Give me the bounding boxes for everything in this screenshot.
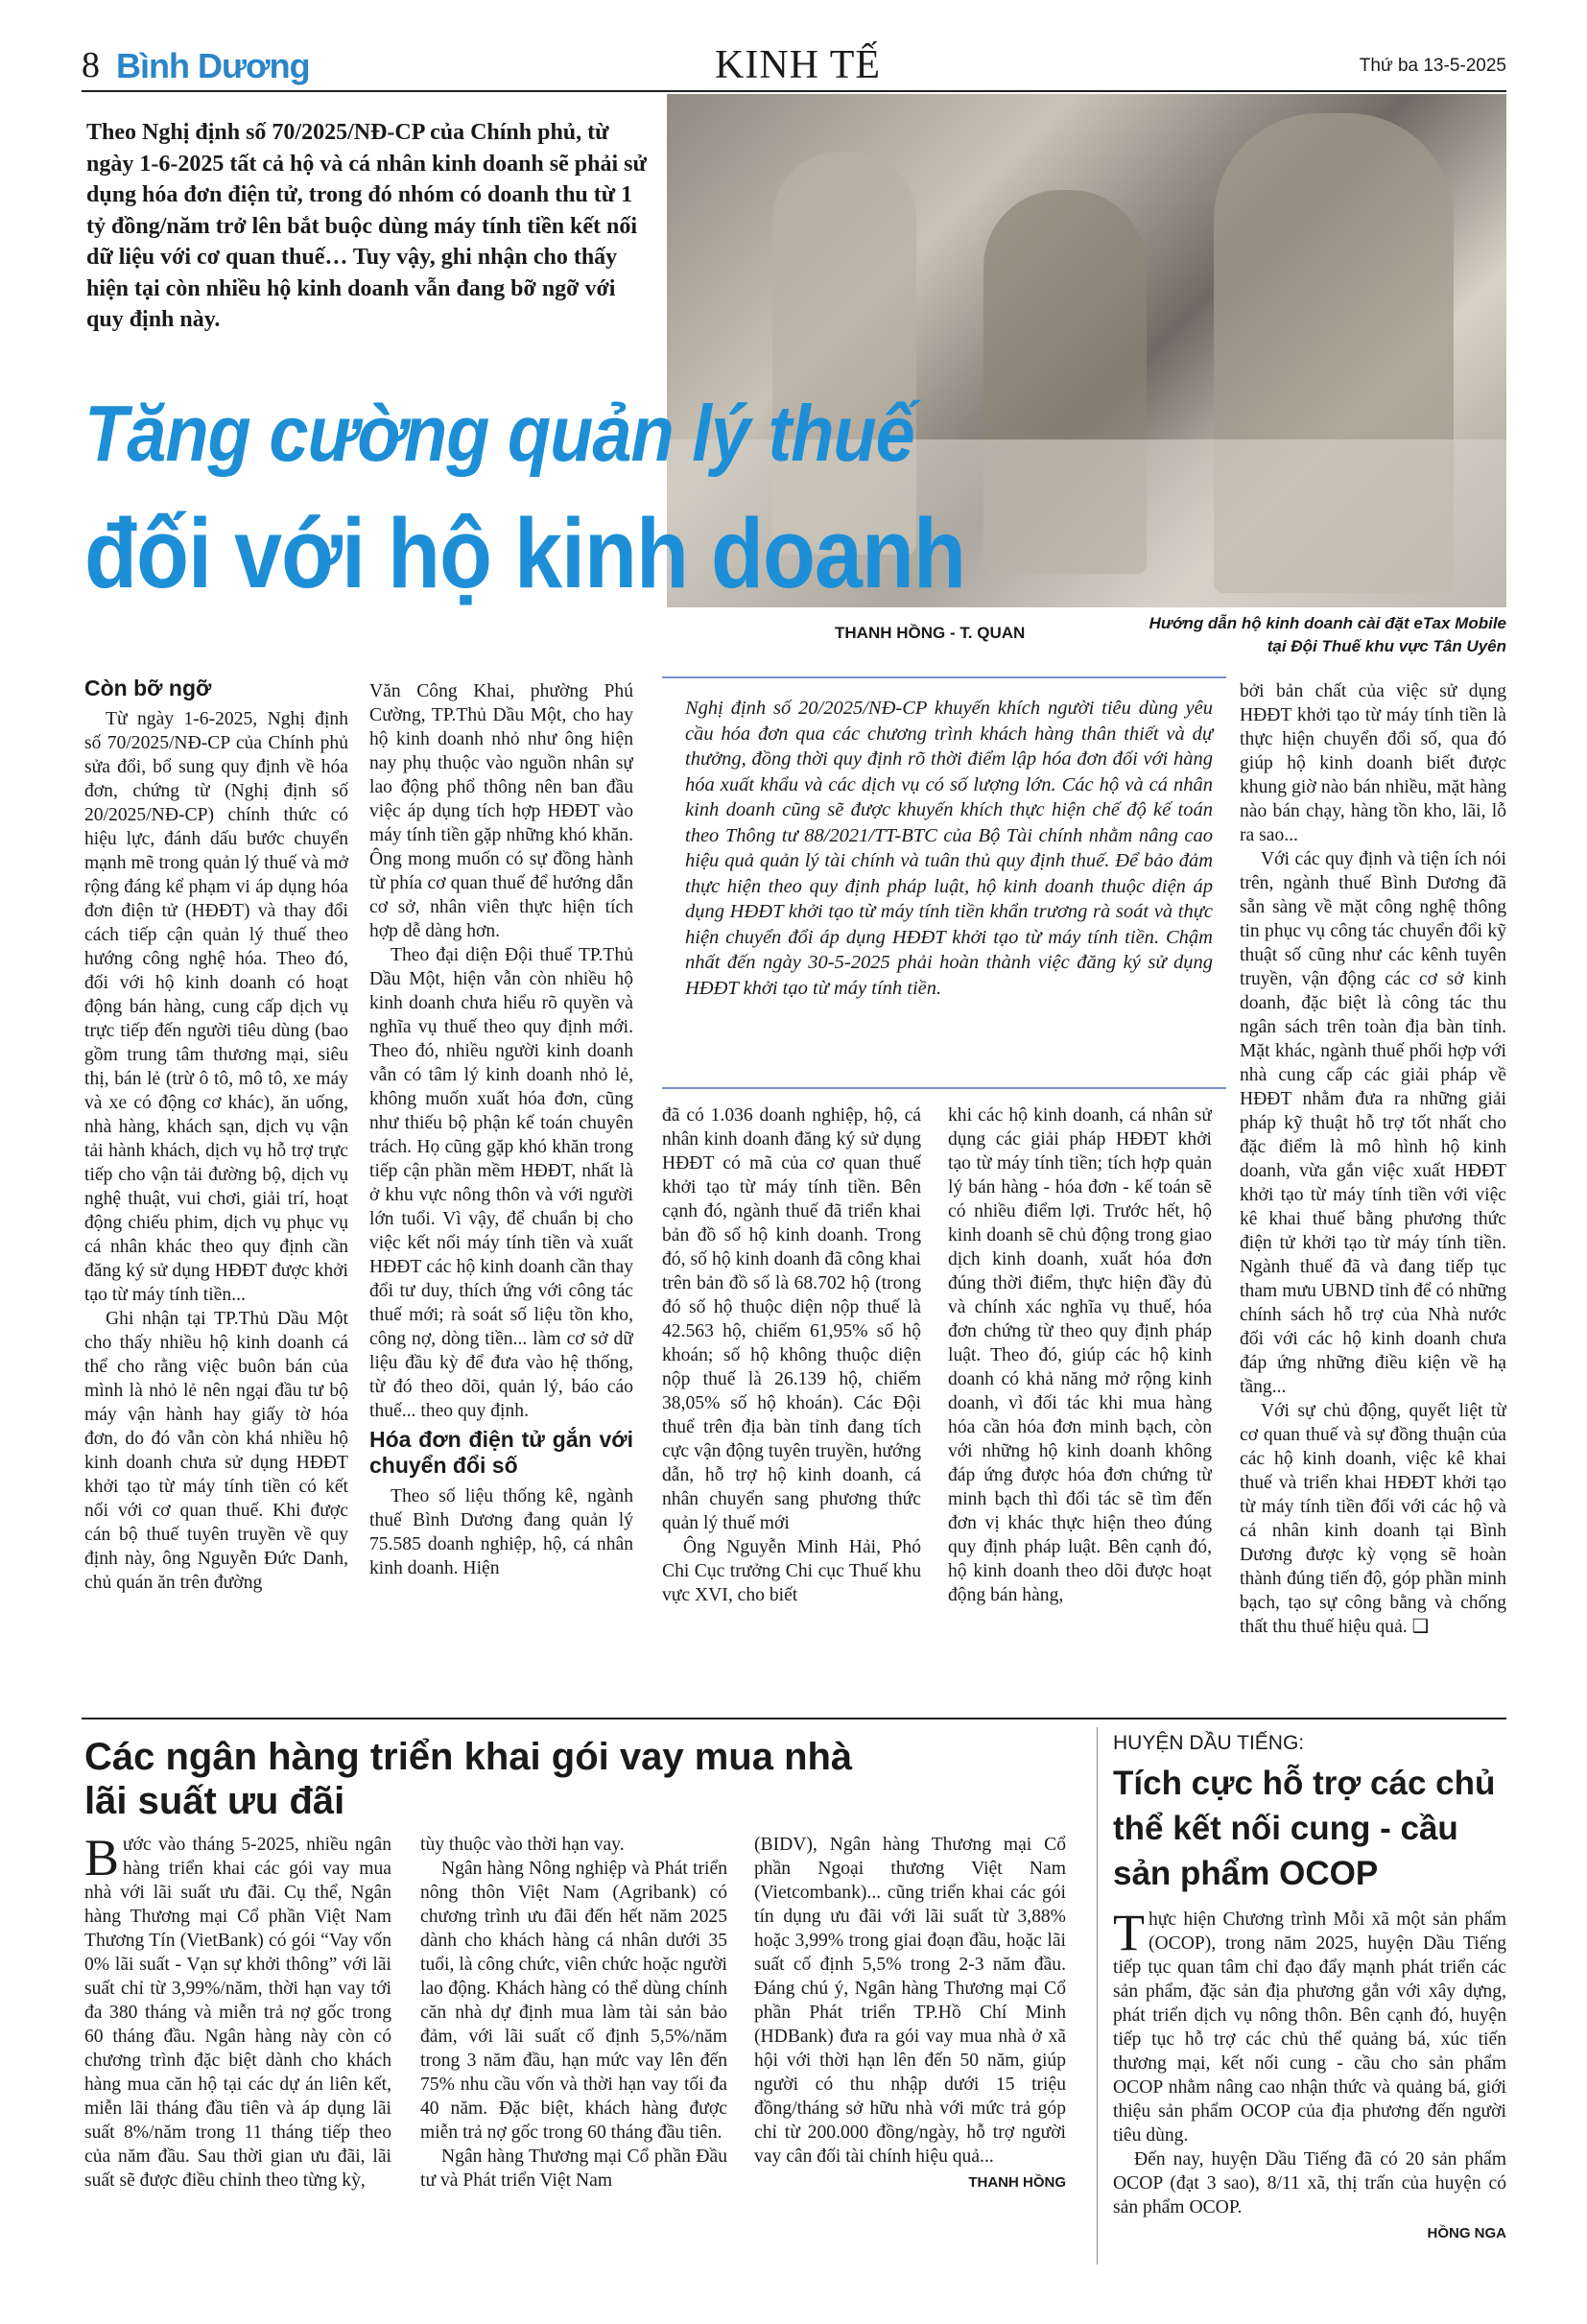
bank-dropcap: B <box>84 1833 120 1886</box>
issue-date: Thứ ba 13-5-2025 <box>1359 56 1506 76</box>
header-rule <box>82 90 1506 92</box>
lead-col1-paragraph: Từ ngày 1-6-2025, Nghị định số 70/2025/NĐ-CP của Chính phủ sửa đổi, bổ sung quy định về hóa đơn, chứng từ (Nghị định số 20/2025/NĐ-CP) chính thức có hiệu lực, đánh dấu bước chuyển mạnh mẽ trong quản lý thuế và mở rộng đáng kể phạm vi áp dụng hóa đơn điện tử (HĐĐT) và thay đổi cách tiếp cận quản lý thuế theo hướng công nghệ hóa. Theo đó, đối với hộ kinh doanh có hoạt động bán hàng, cung cấp dịch vụ trực tiếp đến người tiêu dùng (bao gồm trung tâm thương mại, siêu thị, bán lẻ (trừ ô tô, mô tô, xe máy và xe có động cơ khác), ăn uống, nhà hàng, khách sạn, dịch vụ vận tải hành khách, dịch vụ hỗ trợ trực tiếp cho vận tải đường bộ, dịch vụ nghệ thuật, vui chơi, giải trí, hoạt động chiếu phim, dịch vụ phục vụ cá nhân khác theo quy định cần đăng ký sử dụng HĐĐT được khởi tạo từ máy tính tiền... <box>84 709 348 1305</box>
lead-column-2 <box>369 679 633 1703</box>
lead-sapo: Theo Nghị định số 70/2025/NĐ-CP của Chính phủ, từ ngày 1-6-2025 tất cả hộ và cá nhân kinh doanh sẽ phải sử dụng hóa đơn điện tử, trong đó nhóm có doanh thu từ 1 tỷ đồng/năm trở lên bắt buộc dùng máy tính tiền kết nối dữ liệu với cơ quan thuế… Tuy vậy, ghi nhận cho thấy hiện tại còn nhiều hộ kinh doanh vẫn đang bỡ ngỡ với quy định này. <box>86 120 647 332</box>
ocop-headline: Tích cực hỗ trợ các chủ thể kết nối cung - cầu sản phẩm OCOP <box>1113 1765 1496 1892</box>
lead-headline-line1: Tăng cường quản lý thuế <box>84 389 914 478</box>
bank-column-3 <box>754 1833 1066 2255</box>
bank-column-2 <box>420 1833 727 2255</box>
bank-headline-line1: Các ngân hàng triển khai gói vay mua nhà <box>84 1736 853 1778</box>
lead-col5-paragraph: Với sự chủ động, quyết liệt từ cơ quan thuế và sự đồng thuận của các hộ kinh doanh, việc kê khai thuế và triển khai HĐĐT khởi tạo từ máy tính tiền đối với các hộ và cá nhân kinh doanh tại Bình Dương được kỳ vọng sẽ hoàn thành đúng tiến độ, góp phần minh bạch, tạo sự công bằng và chống thất thu thuế hiệu quả. ❑ <box>1240 1401 1506 1637</box>
ocop-paragraph <box>1113 1908 1506 2147</box>
lead-column-1 <box>84 672 348 1703</box>
lead-col2-paragraph: Theo số liệu thống kê, ngành thuế Bình Dương đang quản lý 75.585 doanh nghiệp, hộ, cá nhân kinh doanh. Hiện <box>369 1486 633 1578</box>
lead-column-3 <box>662 1103 921 1703</box>
lead-col4-paragraph: khi các hộ kinh doanh, cá nhân sử dụng các giải pháp HĐĐT khởi tạo từ máy tính tiền; tích hợp quản lý bán hàng - hóa đơn - kế toán sẽ có nhiều điểm lợi. Trước hết, hộ kinh doanh sẽ chủ động trong giao dịch kinh doanh, xuất hóa đơn đúng thời điểm, thực hiện đầy đủ và chính xác nghĩa vụ thuế, hóa đơn chứng từ theo quy định pháp luật. Theo đó, giúp các hộ kinh doanh có khả năng mở rộng kinh doanh, vì đối tác khi mua hàng hóa cần hóa đơn minh bạch, còn với những hộ kinh doanh không đáp ứng được hóa đơn chứng từ minh bạch thì đối tác sẽ tìm đến đơn vị khác thực hiện theo đúng quy định pháp luật. Bên cạnh đó, hộ kinh doanh theo dõi được hoạt động bán hàng, <box>948 1105 1212 1605</box>
ocop-dropcap: T <box>1113 1908 1145 1961</box>
lead-col5-paragraph: bởi bản chất của việc sử dụng HĐĐT khởi tạo từ máy tính tiền là thực hiện chuyển đổi số, qua đó giúp hộ kinh doanh biết được khung giờ nào bán nhiều, mặt hàng nào bán chạy, hàng tồn kho, lãi, lỗ ra sao... <box>1240 681 1506 845</box>
subhead-con-bo-ngo: Còn bỡ ngỡ <box>84 676 212 700</box>
column-rule <box>1097 1727 1098 2265</box>
lead-col3-paragraph: đã có 1.036 doanh nghiệp, hộ, cá nhân kinh doanh đăng ký sử dụng HĐĐT có mã của cơ quan thuế khởi tạo từ máy tính tiền. Bên cạnh đó, ngành thuế đã triển khai bản đồ số hộ kinh doanh. Trong đó, số hộ kinh doanh đã công khai trên bản đồ số là 68.702 hộ (trong đó số hộ thuộc diện nộp thuế là 42.563 hộ, chiếm 61,95% số hộ khoán; số hộ không thuộc diện nộp thuế là 26.139 hộ, chiếm 38,05% số hộ khoán). Các Đội thuế trên địa bàn tỉnh đang tích cực vận động tuyên truyền, hướng dẫn, hỗ trợ hộ kinh doanh, cá nhân chuyển sang phương thức quản lý thuế mới <box>662 1105 921 1533</box>
lead-col3-paragraph: Ông Nguyễn Minh Hải, Phó Chi Cục trưởng Chi cục Thuế khu vực XVI, cho biết <box>662 1537 921 1605</box>
info-box-text: Nghị định số 20/2025/NĐ-CP khuyến khích người tiêu dùng yêu cầu hóa đơn qua các chương trình khách hàng thân thiết và dự thưởng, đồng thời quy định rõ thời điểm lập hóa đơn đối với hàng hóa xuất khẩu và các dịch vụ có số lượng lớn. Các hộ và cá nhân kinh doanh cũng sẽ được khuyến khích thực hiện chế độ kế toán theo Thông tư 88/2021/TT-BTC của Bộ Tài chính nhằm nâng cao hiệu quả quản lý tài chính và tuân thủ quy định thuế. Để bảo đảm thực hiện theo quy định pháp luật, hộ kinh doanh thuộc diện áp dụng HĐĐT khởi tạo từ máy tính tiền khẩn trương rà soát và thực hiện chuyển đổi áp dụng HĐĐT khởi tạo từ máy tính tiền. Chậm nhất đến ngày 30-5-2025 phải hoàn thành việc đăng ký sử dụng HĐĐT khởi tạo từ máy tính tiền. <box>685 698 1213 999</box>
bank-col2-paragraph: Ngân hàng Thương mại Cổ phần Đầu tư và Phát triển Việt Nam <box>420 2146 727 2191</box>
photo-caption-line1: Hướng dẫn hộ kinh doanh cài đặt eTax Mobile <box>1149 614 1506 632</box>
lead-col2-paragraph: Theo đại diện Đội thuế TP.Thủ Dầu Một, hiện vẫn còn nhiều hộ kinh doanh chưa hiểu rõ quyền và nghĩa vụ thuế theo quy định mới. Theo đó, nhiều người kinh doanh vẫn có tâm lý kinh doanh nhỏ lẻ, không muốn xuất hóa đơn, cũng như thiếu bộ phận kế toán chuyên trách. Họ cũng gặp khó khăn trong tiếp cận phần mềm HĐĐT, nhất là ở khu vực nông thôn và với người lớn tuổi. Vì vậy, để chuẩn bị cho việc kết nối máy tính tiền và xuất HĐĐT các hộ kinh doanh cần thay đổi tư duy, thích ứng với công tác thuế mới; rà soát số liệu tồn kho, công nợ, dòng tiền... làm cơ sở dữ liệu đầu kỳ để đưa vào hệ thống, từ đó theo dõi, quản lý, báo cáo thuế... theo quy định. <box>369 945 633 1421</box>
lead-col1-paragraph: Ghi nhận tại TP.Thủ Dầu Một cho thấy nhiều hộ kinh doanh cá thể cho rằng việc buôn bán của mình là nhỏ lẻ nên ngại đầu tư bộ máy vận hành hay giấy tờ hóa đơn, do đó vẫn còn khá nhiều hộ kinh doanh chưa sử dụng HĐĐT khởi tạo từ máy tính tiền có kết nối với cơ quan thuế. Khi được cán bộ thuế tuyên truyền về quy định này, ông Nguyễn Đức Danh, chủ quán ăn trên đường <box>84 1309 348 1593</box>
bank-headline <box>84 1735 1082 1823</box>
bank-column-1 <box>84 1833 391 2255</box>
lead-author: THANH HỒNG - T. QUAN <box>835 624 1026 642</box>
ocop-kicker: HUYỆN DẦU TIẾNG: <box>1113 1732 1305 1754</box>
ocop-p1-text: hực hiện Chương trình Mỗi xã một sản phẩm (OCOP), trong năm 2025, huyện Dầu Tiếng tiếp tục quan tâm chỉ đạo đẩy mạnh phát triển các sản phẩm, đặc sản địa phương gắn với xây dựng, phát triển dịch vụ nông thôn. Bên cạnh đó, huyện tiếp tục hỗ trợ các chủ thể quảng bá, xúc tiến thương mại, kết nối cung - cầu cho sản phẩm OCOP nhằm nâng cao nhận thức và quảng bá, giới thiệu sản phẩm OCOP của địa phương đến người tiêu dùng. <box>1113 1909 1506 2146</box>
section-title: KINH TẾ <box>715 43 882 87</box>
ocop-body <box>1113 1908 1506 2263</box>
bank-headline-line2: lãi suất ưu đãi <box>84 1780 345 1822</box>
bank-col3-paragraph: (BIDV), Ngân hàng Thương mại Cổ phần Ngoại thương Việt Nam (Vietcombank)... cũng triển khai các gói tín dụng ưu đãi với lãi suất từ 3,88% hoặc 3,99% trong giai đoạn đầu, hoặc lãi suất cố định 5,5% trong 2-3 năm đầu. Đáng chú ý, Ngân hàng Thương mại Cổ phần Phát triển TP.Hồ Chí Minh (HDBank) đưa ra gói vay mua nhà ở xã hội với thời hạn lên đến 50 năm, giúp người có thu nhập dưới 15 triệu đồng/tháng sở hữu nhà với mức trả góp chỉ từ 200.000 đồng/ngày, hỗ trợ người vay cân đối tài chính hiệu quả... <box>754 1835 1066 2167</box>
lead-column-5 <box>1240 679 1506 1703</box>
info-box <box>662 676 1226 1089</box>
lead-column-4 <box>948 1103 1212 1703</box>
photo-caption-line2: tại Đội Thuế khu vực Tân Uyên <box>1267 637 1506 655</box>
page-number: 8 <box>82 45 100 85</box>
section-rule <box>82 1718 1506 1719</box>
subhead-hoa-don-dien-tu: Hóa đơn điện tử gắn với chuyển đổi số <box>369 1427 633 1478</box>
lead-col2-paragraph: Văn Công Khai, phường Phú Cường, TP.Thủ Dầu Một, cho hay hộ kinh doanh nhỏ như ông hiện nay phụ thuộc vào nguồn nhân sự lao động phổ thông nên ban đầu việc áp dụng tích hợp HĐĐT vào máy tính tiền gặp những khó khăn. Ông mong muốn có sự đồng hành từ phía cơ quan thuế để hướng dẫn cơ sở, nhân viên thực hiện tích hợp dễ dàng hơn. <box>369 681 633 941</box>
lead-headline-line2: đối với hộ kinh doanh <box>84 499 965 609</box>
lead-col5-paragraph: Với các quy định và tiện ích nói trên, ngành thuế Bình Dương đã sẵn sàng về mặt công nghệ thông tin phục vụ công tác chuyển đổi kỹ thuật số cũng như các kênh tuyên truyền, vận động các cơ sở kinh doanh, đặc biệt là công tác thu ngân sách trên toàn địa bàn tỉnh. Mặt khác, ngành thuế phối hợp với nhà cung cấp các giải pháp về HĐĐT nhằm đưa ra những giải pháp kỹ thuật hỗ trợ tốt nhất cho đặc điểm là mô hình hộ kinh doanh, vừa gắn việc xuất HĐĐT khởi tạo từ máy tính tiền với việc kê khai thuế bằng phương thức điện tử khởi tạo từ máy tính tiền. Ngành thuế đã và đang tiếp tục tham mưu UBND tỉnh để có những chính sách hỗ trợ của Nhà nước đối với các hộ kinh doanh chưa đáp ứng những điều kiện về hạ tầng... <box>1240 849 1506 1397</box>
ocop-paragraph: Đến nay, huyện Dầu Tiếng đã có 20 sản phẩm OCOP (đạt 3 sao), 8/11 xã, thị trấn của huyện có sản phẩm OCOP. <box>1113 2149 1506 2217</box>
photo-caption <box>1149 612 1506 658</box>
bank-col1-text: ước vào tháng 5-2025, nhiều ngân hàng triển khai các gói vay mua nhà với lãi suất ưu đãi. Cụ thể, Ngân hàng Thương mại Cổ phần Việt Nam Thương Tín (VietBank) có gói “Vay vốn 0% lãi suất - Vạn sự khởi thông” với lãi suất chỉ từ 3,99%/năm, thời hạn vay tới đa 380 tháng và miễn trả nợ gốc trong 60 tháng đầu. Ngân hàng này còn có chương trình đặc biệt dành cho khách hàng mua căn hộ tại các dự án liên kết, miễn lãi tháng đầu tiên và áp dụng lãi suất 8%/năm trong 11 tháng tiếp theo của năm đầu. Sau thời gian ưu đãi, lãi suất sẽ được điều chỉnh theo từng kỳ, <box>84 1835 391 2191</box>
page-header <box>82 42 1506 90</box>
ocop-author: HỒNG NGA <box>1427 2225 1506 2241</box>
bank-col2-paragraph: tùy thuộc vào thời hạn vay. <box>420 1835 625 1855</box>
brand-logo: Bình Dương <box>116 46 310 85</box>
bank-col2-paragraph: Ngân hàng Nông nghiệp và Phát triển nông thôn Việt Nam (Agribank) có chương trình ưu đãi đến hết năm 2025 dành cho khách hàng cá nhân dưới 35 tuổi, là công chức, viên chức hoặc người lao động. Khách hàng có thể dùng chính căn nhà dự định mua làm tài sản bảo đảm, với lãi suất cố định 5,5%/năm trong 3 năm đầu, hạn mức vay lên đến 75% nhu cầu vốn và thời hạn vay tối đa 40 năm. Đặc biệt, khách hàng được miễn trả nợ gốc trong 60 tháng đầu tiên. <box>420 1859 727 2143</box>
bank-author: THANH HỒNG <box>968 2174 1066 2191</box>
